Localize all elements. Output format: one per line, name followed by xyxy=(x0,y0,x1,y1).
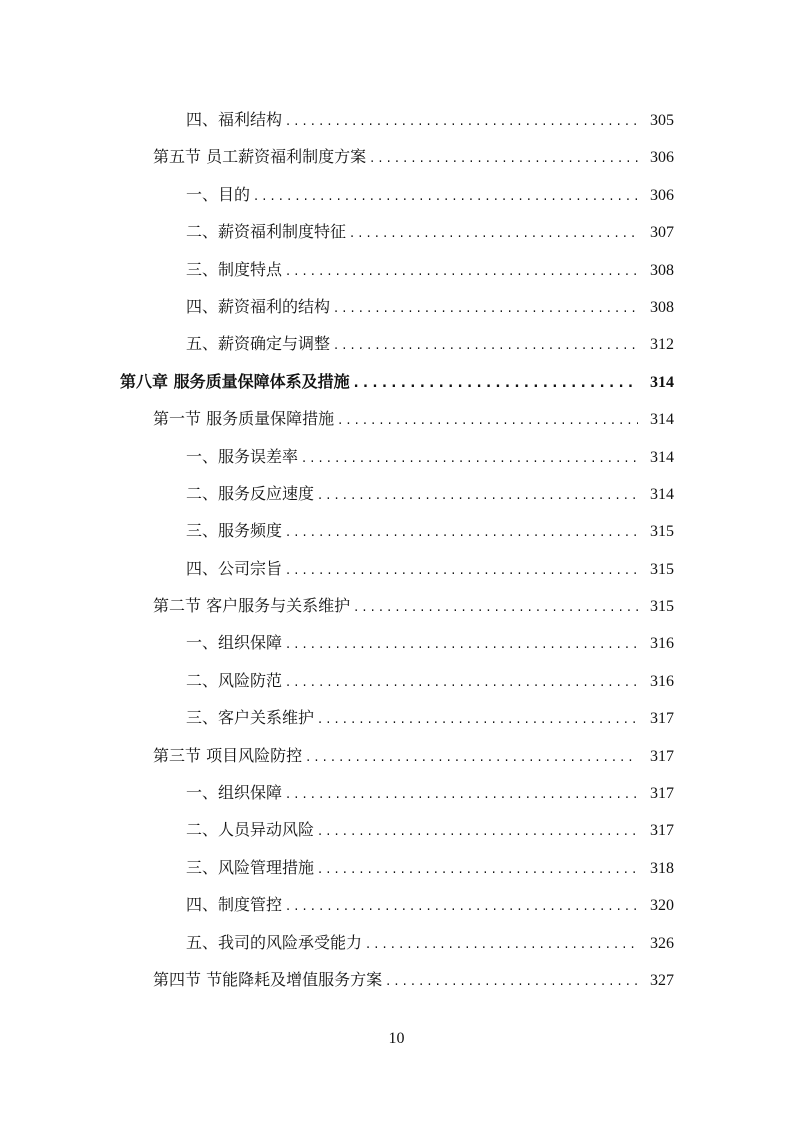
toc-entry-page: 315 xyxy=(650,560,674,578)
toc-entry-page: 306 xyxy=(650,149,674,167)
toc-entry-title: 三、制度特点 xyxy=(186,259,283,279)
toc-entry-page: 317 xyxy=(650,747,674,765)
toc-entry-page: 316 xyxy=(650,672,674,690)
toc-entry-title: 第五节 员工薪资福利制度方案 xyxy=(153,147,367,167)
toc-entry-page: 320 xyxy=(650,897,674,915)
toc-entry-page: 308 xyxy=(650,298,674,316)
toc-entry-page: 314 xyxy=(650,373,674,391)
toc-entry[interactable] xyxy=(0,138,793,175)
table-of-contents xyxy=(0,101,793,998)
toc-dot-leader xyxy=(286,776,638,813)
toc-dot-leader xyxy=(354,365,638,402)
toc-dot-leader xyxy=(318,851,638,888)
toc-entry-title: 二、人员异动风险 xyxy=(186,820,315,840)
toc-entry[interactable] xyxy=(0,288,793,325)
toc-entry[interactable] xyxy=(0,512,793,549)
toc-entry[interactable] xyxy=(0,438,793,475)
toc-entry[interactable] xyxy=(0,550,793,587)
toc-entry[interactable] xyxy=(0,101,793,138)
toc-dot-leader xyxy=(318,813,638,850)
toc-entry[interactable] xyxy=(0,811,793,848)
toc-entry-title: 五、薪资确定与调整 xyxy=(186,334,331,354)
toc-entry[interactable] xyxy=(0,176,793,213)
toc-dot-leader xyxy=(286,514,638,551)
toc-dot-leader xyxy=(254,178,638,215)
toc-dot-leader xyxy=(286,552,638,589)
toc-entry-title: 第二节 客户服务与关系维护 xyxy=(153,596,351,616)
toc-entry-title: 三、风险管理措施 xyxy=(186,857,315,877)
toc-dot-leader xyxy=(386,963,638,1000)
toc-entry-title: 四、公司宗旨 xyxy=(186,558,283,578)
toc-entry-page: 317 xyxy=(650,710,674,728)
toc-entry-title: 五、我司的风险承受能力 xyxy=(186,932,363,952)
toc-entry[interactable] xyxy=(0,886,793,923)
toc-entry[interactable] xyxy=(0,325,793,362)
toc-entry-page: 314 xyxy=(650,448,674,466)
toc-dot-leader xyxy=(286,626,638,663)
toc-entry-title: 二、服务反应速度 xyxy=(186,483,315,503)
toc-entry[interactable] xyxy=(0,849,793,886)
toc-entry[interactable] xyxy=(0,587,793,624)
page-number: 10 xyxy=(388,1030,405,1047)
toc-entry-title: 三、服务频度 xyxy=(186,521,283,541)
toc-entry-page: 308 xyxy=(650,261,674,279)
toc-dot-leader xyxy=(286,888,638,925)
toc-entry-title: 三、客户关系维护 xyxy=(186,708,315,728)
toc-entry-title: 第四节 节能降耗及增值服务方案 xyxy=(153,969,383,989)
toc-dot-leader xyxy=(334,290,638,327)
toc-entry[interactable] xyxy=(0,737,793,774)
toc-dot-leader xyxy=(338,402,638,439)
toc-entry-title: 四、薪资福利的结构 xyxy=(186,296,331,316)
toc-dot-leader xyxy=(286,103,638,140)
toc-entry-page: 317 xyxy=(650,785,674,803)
toc-entry[interactable] xyxy=(0,624,793,661)
toc-entry-title: 四、制度管控 xyxy=(186,895,283,915)
toc-entry-title: 第三节 项目风险防控 xyxy=(153,745,303,765)
toc-entry-title: 一、目的 xyxy=(186,184,251,204)
toc-dot-leader xyxy=(306,739,638,776)
toc-entry[interactable] xyxy=(0,699,793,736)
toc-entry-page: 314 xyxy=(650,485,674,503)
toc-entry-page: 306 xyxy=(650,186,674,204)
toc-entry-page: 305 xyxy=(650,112,674,129)
toc-dot-leader xyxy=(302,440,638,477)
toc-entry-title: 一、组织保障 xyxy=(186,633,283,653)
toc-entry[interactable] xyxy=(0,475,793,512)
toc-dot-leader xyxy=(354,589,638,626)
toc-entry-page: 312 xyxy=(650,336,674,354)
toc-entry-title: 二、风险防范 xyxy=(186,670,283,690)
toc-entry-page: 318 xyxy=(650,859,674,877)
toc-dot-leader xyxy=(334,327,638,364)
toc-entry-page: 316 xyxy=(650,635,674,653)
toc-entry-page: 307 xyxy=(650,224,674,242)
toc-entry-page: 315 xyxy=(650,523,674,541)
toc-entry-title: 第一节 服务质量保障措施 xyxy=(153,409,335,429)
toc-dot-leader xyxy=(318,477,638,514)
toc-dot-leader xyxy=(350,215,638,252)
toc-entry[interactable] xyxy=(0,662,793,699)
toc-entry[interactable] xyxy=(0,363,793,400)
toc-entry[interactable] xyxy=(0,400,793,437)
toc-entry[interactable] xyxy=(0,961,793,998)
toc-entry-title: 一、组织保障 xyxy=(186,783,283,803)
toc-entry[interactable] xyxy=(0,774,793,811)
toc-entry-page: 314 xyxy=(650,411,674,429)
toc-entry[interactable] xyxy=(0,251,793,288)
toc-entry[interactable] xyxy=(0,924,793,961)
toc-dot-leader xyxy=(286,664,638,701)
toc-dot-leader xyxy=(366,926,638,963)
toc-entry-page: 327 xyxy=(650,971,674,989)
toc-dot-leader xyxy=(370,140,638,177)
toc-entry-page: 317 xyxy=(650,822,674,840)
toc-entry[interactable] xyxy=(0,213,793,250)
toc-dot-leader xyxy=(286,253,638,290)
toc-entry-page: 315 xyxy=(650,598,674,616)
toc-entry-title: 一、服务误差率 xyxy=(186,446,299,466)
toc-entry-title: 四、福利结构 xyxy=(186,110,283,129)
toc-entry-page: 326 xyxy=(650,934,674,952)
toc-entry-title: 第八章 服务质量保障体系及措施 xyxy=(120,371,350,391)
toc-entry-title: 二、薪资福利制度特征 xyxy=(186,222,347,242)
toc-dot-leader xyxy=(318,701,638,738)
